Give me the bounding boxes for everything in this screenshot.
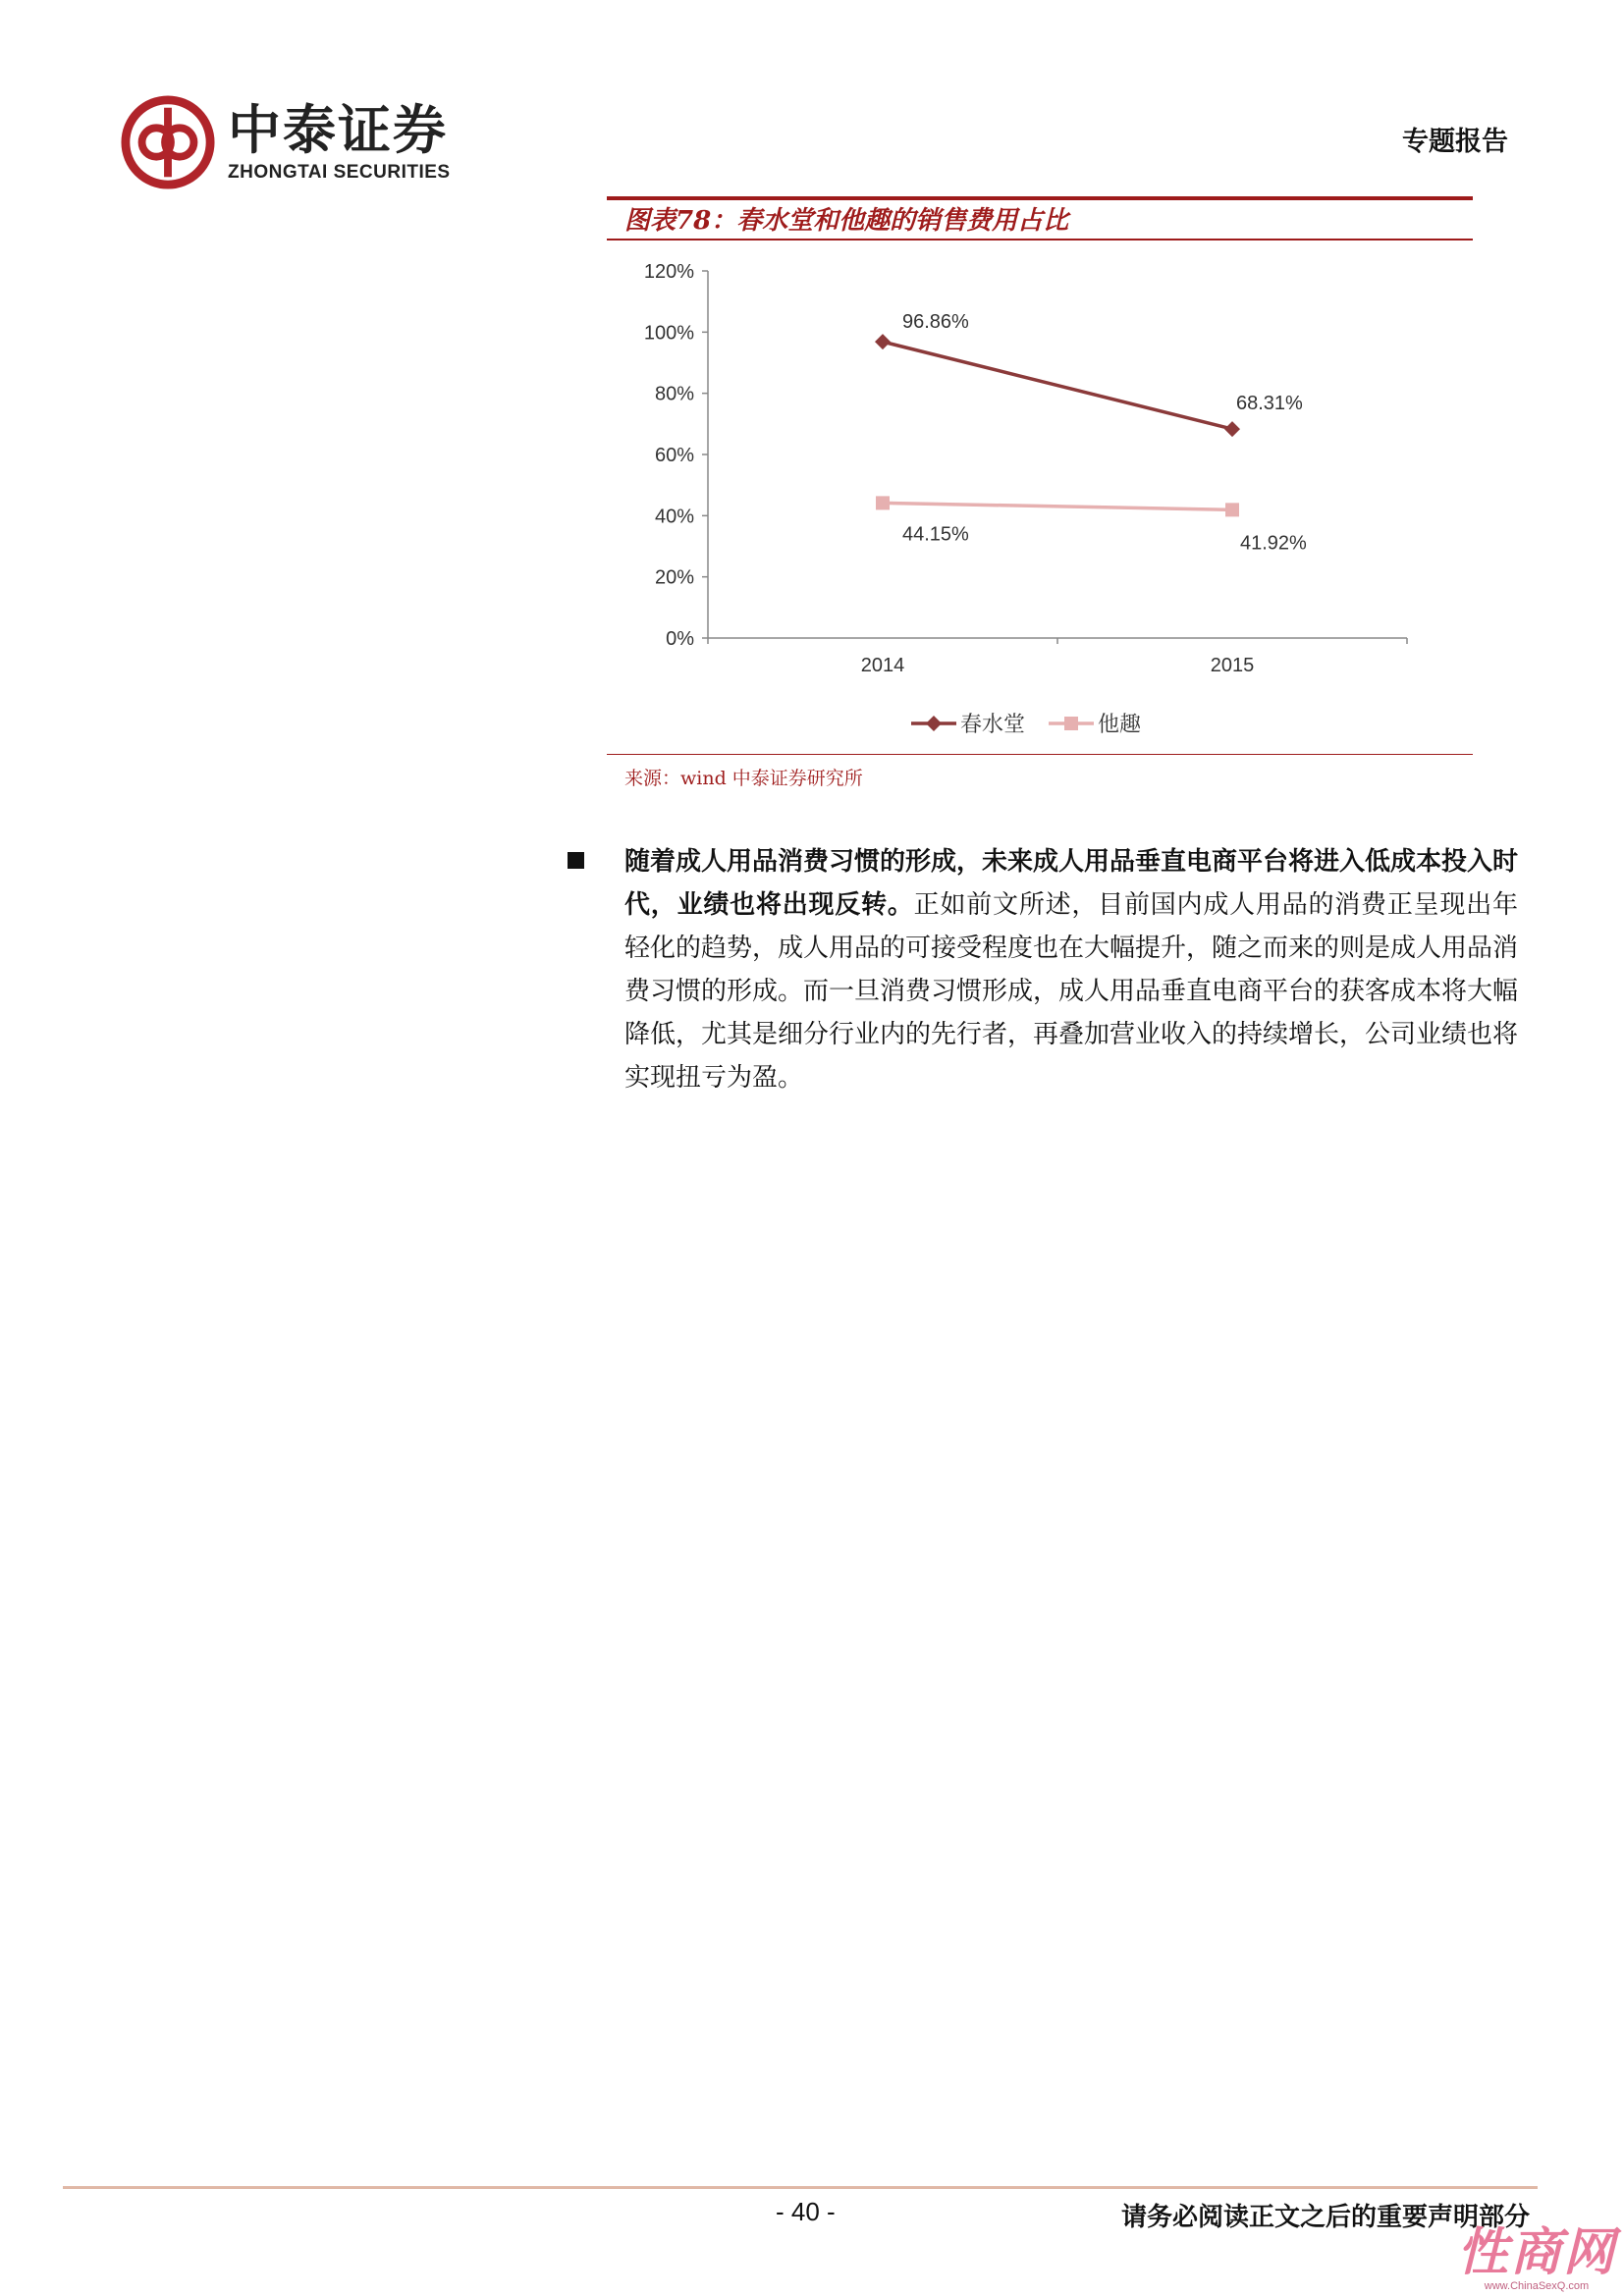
figure-title-rule (607, 239, 1473, 240)
logo-en-text: ZHONGTAI SECURITIES (228, 162, 451, 183)
data-label: 41.92% (1240, 532, 1307, 555)
watermark-text: 性商网 (1456, 2223, 1616, 2282)
bullet-square-icon (568, 852, 584, 869)
watermark (1457, 2225, 1616, 2292)
data-point (875, 334, 891, 349)
logo-cn-text: 中泰证券 (228, 99, 448, 161)
data-label: 44.15% (902, 523, 969, 546)
legend-marker (926, 716, 942, 731)
data-label: 96.86% (902, 311, 969, 334)
series-line-1 (883, 342, 1232, 429)
zhongtai-logo-icon (120, 94, 216, 190)
page-number: - 40 - (776, 2197, 836, 2226)
figure-source: 来源：wind 中泰证券研究所 (624, 768, 863, 789)
legend-marker (1064, 717, 1078, 730)
line-chart (607, 245, 1473, 751)
figure-title: 图表78：春水堂和他趣的销售费用占比 (624, 206, 1069, 236)
legend-label: 春水堂 (960, 712, 1026, 736)
footer-rule (63, 2186, 1538, 2189)
legend-label: 他趣 (1098, 712, 1142, 736)
data-point (1225, 503, 1239, 516)
report-type: 专题报告 (1402, 127, 1508, 157)
source-rule (607, 754, 1473, 755)
watermark-url: www.ChinaSexQ.com (1484, 2280, 1590, 2292)
y-tick-label: 100% (643, 322, 694, 345)
body-bold-lead: 随着成人用品消费习惯的形成，未来成人用品垂直电商平台将进入低成本投入时代，业绩也将出现反转。 (624, 847, 1519, 920)
y-tick-label: 60% (654, 445, 694, 466)
data-label: 68.31% (1236, 393, 1303, 415)
company-logo (120, 94, 451, 190)
body-paragraph (624, 840, 1518, 1099)
y-tick-label: 120% (643, 261, 694, 283)
x-tick-label: 2015 (1210, 655, 1255, 676)
footer-disclaimer: 请务必阅读正文之后的重要声明部分 (1120, 2203, 1530, 2232)
series-line-2 (883, 503, 1232, 509)
y-tick-label: 80% (654, 383, 694, 405)
x-tick-label: 2014 (860, 655, 905, 676)
data-point (876, 496, 890, 509)
y-tick-label: 0% (666, 628, 694, 650)
body-text: 正如前文所述，目前国内成人用品的消费正呈现出年轻化的趋势，成人用品的可接受程度也在大幅提升，随之而来的则是成人用品消费习惯的形成。而一旦消费习惯形成，成人用品垂直电商平台的获客成本将大幅降低，尤其是细分行业内的先行者，再叠加营业收入的持续增长，公司业绩也将实现扭亏为盈。 (624, 890, 1519, 1093)
data-point (1224, 421, 1240, 437)
y-tick-label: 40% (654, 506, 694, 528)
y-tick-label: 20% (654, 566, 694, 589)
